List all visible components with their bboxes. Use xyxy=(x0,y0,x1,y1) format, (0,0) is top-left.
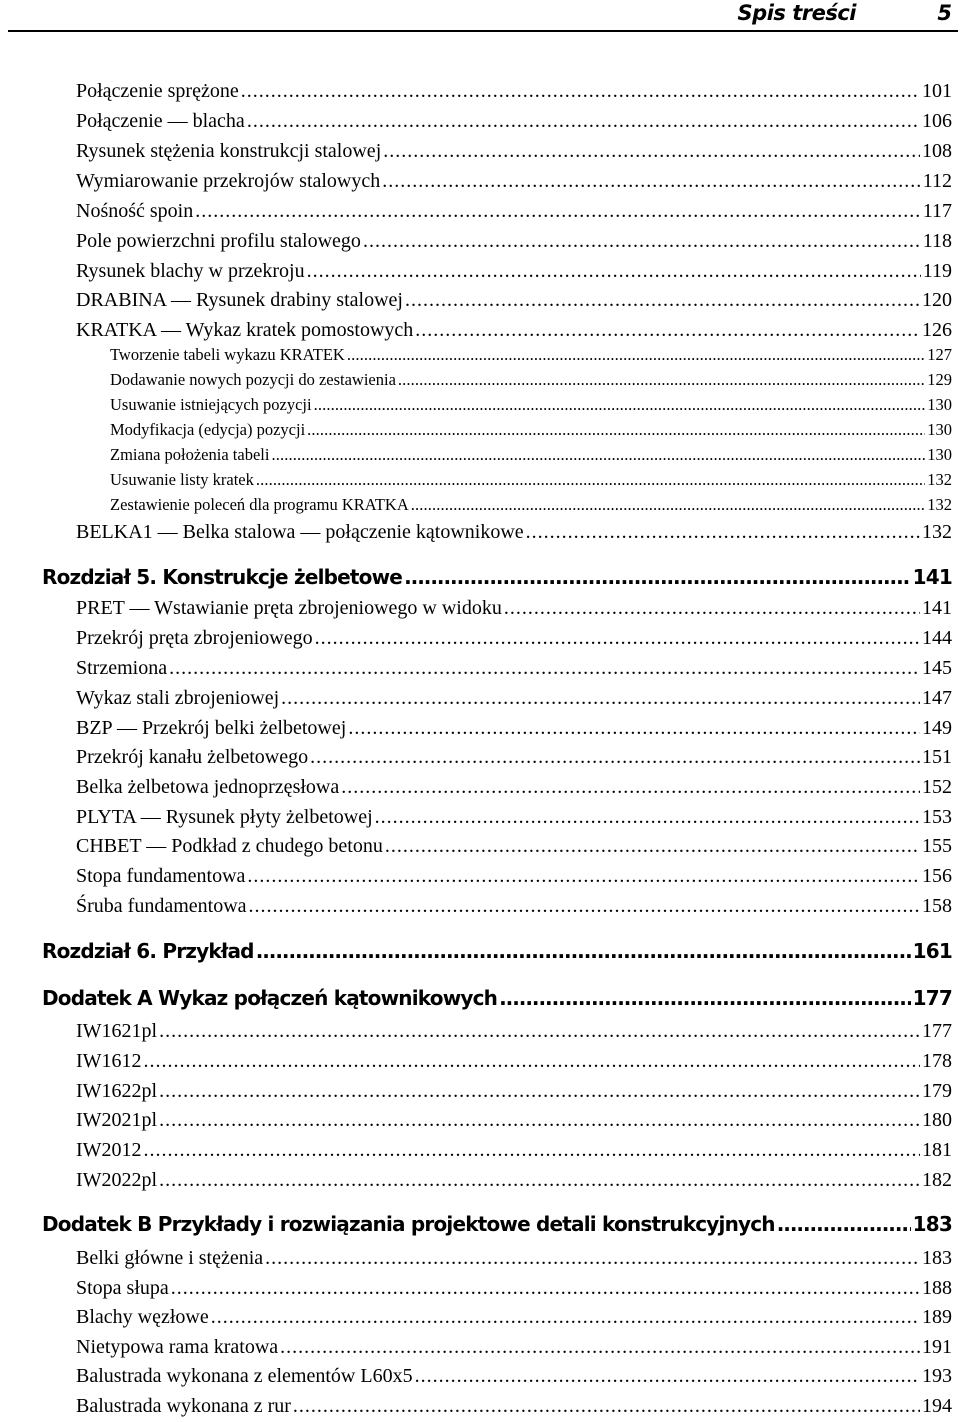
toc-entry-page: 155 xyxy=(922,835,952,857)
toc-entry-page: 158 xyxy=(922,895,952,917)
toc-entry-page: 112 xyxy=(922,170,952,192)
toc-dot-leader xyxy=(341,772,920,802)
toc-dot-leader xyxy=(405,285,920,315)
toc-entry-title: KRATKA — Wykaz kratek pomostowych xyxy=(76,319,414,341)
toc-entry-title: Rozdział 5. Konstrukcje żelbetowe xyxy=(42,565,403,589)
toc-entry-title: Dodawanie nowych pozycji do zestawienia xyxy=(110,370,396,389)
toc-chapter-entry xyxy=(42,934,952,968)
toc-entry-title: Blachy węzłowe xyxy=(76,1306,209,1328)
toc-entry-title: Belka żelbetowa jednoprzęsłowa xyxy=(76,776,340,798)
toc-entry-page: 132 xyxy=(927,470,952,489)
toc-entry-page: 183 xyxy=(912,1212,952,1236)
toc-dot-leader xyxy=(293,1391,920,1421)
toc-dot-leader xyxy=(307,256,921,286)
toc-dot-leader xyxy=(249,891,920,921)
toc-section-entry xyxy=(76,226,952,256)
toc-dot-leader xyxy=(281,683,920,713)
toc-dot-leader xyxy=(315,623,920,653)
toc-entry-title: Usuwanie istniejących pozycji xyxy=(110,395,312,414)
toc-entry-title: Pole powierzchni profilu stalowego xyxy=(76,230,361,252)
toc-dot-leader xyxy=(415,1361,920,1391)
toc-section-entry xyxy=(76,136,952,166)
toc-entry-page: 183 xyxy=(922,1247,952,1269)
toc-section-entry xyxy=(76,1105,952,1135)
toc-dot-leader xyxy=(280,1332,920,1362)
toc-section-entry xyxy=(76,1165,952,1195)
toc-section-entry xyxy=(76,861,952,891)
toc-section-entry xyxy=(76,891,952,921)
toc-entry-title: IW1612 xyxy=(76,1050,142,1072)
toc-entry-page: 152 xyxy=(922,776,952,798)
toc-dot-leader xyxy=(348,713,920,743)
toc-dot-leader xyxy=(159,1016,920,1046)
toc-entry-page: 189 xyxy=(922,1306,952,1328)
toc-entry-page: 141 xyxy=(922,597,952,619)
toc-dot-leader xyxy=(314,393,926,417)
toc-section-entry xyxy=(76,1046,952,1076)
toc-dot-leader xyxy=(159,1076,920,1106)
toc-entry-page: 127 xyxy=(927,345,952,364)
toc-entry-title: Stopa słupa xyxy=(76,1277,169,1299)
toc-entry-page: 156 xyxy=(922,865,952,887)
toc-dot-leader xyxy=(256,468,925,492)
toc-entry-title: Rozdział 6. Przykład xyxy=(42,939,254,963)
toc-entry-page: 153 xyxy=(922,806,952,828)
toc-dot-leader xyxy=(777,1207,911,1241)
toc-dot-leader xyxy=(363,226,921,256)
toc-entry-page: 120 xyxy=(922,289,952,311)
toc-section-entry xyxy=(76,831,952,861)
toc-section-entry xyxy=(76,166,952,196)
toc-entry-page: 106 xyxy=(922,110,952,132)
toc-entry-title: Nośność spoin xyxy=(76,200,194,222)
toc-dot-leader xyxy=(256,934,911,968)
toc-section-entry xyxy=(76,1361,952,1391)
toc-section-entry xyxy=(76,772,952,802)
toc-entry-page: 145 xyxy=(922,657,952,679)
toc-entry-title: Śruba fundamentowa xyxy=(76,895,247,917)
toc-entry-title: IW1622pl xyxy=(76,1080,158,1102)
toc-entry-title: IW2022pl xyxy=(76,1169,158,1191)
toc-entry-page: 180 xyxy=(922,1109,952,1131)
toc-entry-page: 178 xyxy=(922,1050,952,1072)
toc-section-entry xyxy=(76,106,952,136)
toc-dot-leader xyxy=(241,76,920,106)
toc-entry-title: Rysunek stężenia konstrukcji stalowej xyxy=(76,140,382,162)
toc-entry-title: BZP — Przekrój belki żelbetowej xyxy=(76,717,347,739)
toc-entry-title: Balustrada wykonana z rur xyxy=(76,1395,291,1417)
toc-section-entry xyxy=(76,593,952,623)
toc-entry-title: Przekrój pręta zbrojeniowego xyxy=(76,627,313,649)
toc-entry-title: Zestawienie poleceń dla programu KRATKA xyxy=(110,495,409,514)
toc-entry-page: 118 xyxy=(922,230,952,252)
toc-entry-title: Belki główne i stężenia xyxy=(76,1247,264,1269)
toc-entry-page: 132 xyxy=(927,495,952,514)
toc-entry-page: 108 xyxy=(922,140,952,162)
toc-section-entry xyxy=(76,683,952,713)
toc-dot-leader xyxy=(411,493,926,517)
toc-entry-page: 130 xyxy=(927,445,952,464)
toc-section-entry xyxy=(76,1332,952,1362)
toc-dot-leader xyxy=(385,831,920,861)
toc-entry-page: 191 xyxy=(922,1336,952,1358)
toc-entry-title: Przekrój kanału żelbetowego xyxy=(76,746,309,768)
toc-subsection-entry xyxy=(110,418,952,442)
toc-section-entry xyxy=(76,256,952,286)
toc-section-entry xyxy=(76,1243,952,1273)
toc-dot-leader xyxy=(144,1135,920,1165)
toc-entry-page: 129 xyxy=(927,370,952,389)
toc-entry-title: PRET — Wstawianie pręta zbrojeniowego w widoku xyxy=(76,597,502,619)
toc-entry-page: 126 xyxy=(922,319,952,341)
toc-section-entry xyxy=(76,196,952,226)
toc-entry-title: Stopa fundamentowa xyxy=(76,865,246,887)
toc-entry-title: Strzemiona xyxy=(76,657,168,679)
header-title: Spis treści xyxy=(737,1,856,25)
toc-dot-leader xyxy=(382,166,920,196)
toc-entry-title: Połączenie sprężone xyxy=(76,80,239,102)
toc-entry-title: Dodatek A Wykaz połączeń kątownikowych xyxy=(42,986,498,1010)
toc-entry-title: Rysunek blachy w przekroju xyxy=(76,260,305,282)
toc-section-entry xyxy=(76,315,952,345)
toc-entry-title: BELKA1 — Belka stalowa — połączenie kątownikowe xyxy=(76,521,524,543)
toc-dot-leader xyxy=(310,742,920,772)
toc-dot-leader xyxy=(271,443,925,467)
toc-entry-page: 182 xyxy=(922,1169,952,1191)
toc-entry-title: Zmiana położenia tabeli xyxy=(110,445,270,464)
toc-entry-page: 188 xyxy=(922,1277,952,1299)
toc-section-entry xyxy=(76,76,952,106)
toc-entry-page: 117 xyxy=(922,200,952,222)
toc-entry-title: Usuwanie listy kratek xyxy=(110,470,254,489)
toc-entry-page: 161 xyxy=(912,939,952,963)
toc-section-entry xyxy=(76,1076,952,1106)
toc-dot-leader xyxy=(247,861,920,891)
toc-subsection-entry xyxy=(110,468,952,492)
toc-dot-leader xyxy=(211,1302,920,1332)
toc-entry-page: 147 xyxy=(922,687,952,709)
toc-dot-leader xyxy=(383,136,920,166)
toc-dot-leader xyxy=(159,1105,920,1135)
toc-dot-leader xyxy=(169,653,920,683)
toc-dot-leader xyxy=(265,1243,920,1273)
toc-entry-page: 179 xyxy=(922,1080,952,1102)
toc-chapter-entry xyxy=(42,981,952,1015)
toc-chapter-entry xyxy=(42,1207,952,1241)
toc-entry-title: IW2021pl xyxy=(76,1109,158,1131)
toc-section-entry xyxy=(76,653,952,683)
toc-entry-title: Wykaz stali zbrojeniowej xyxy=(76,687,280,709)
toc-entry-page: 151 xyxy=(922,746,952,768)
toc-section-entry xyxy=(76,623,952,653)
toc-entry-title: CHBET — Podkład z chudego betonu xyxy=(76,835,383,857)
toc-entry-page: 130 xyxy=(927,395,952,414)
toc-section-entry xyxy=(76,1016,952,1046)
toc-entry-title: Połączenie — blacha xyxy=(76,110,245,132)
toc-entry-title: Modyfikacja (edycja) pozycji xyxy=(110,420,306,439)
toc-dot-leader xyxy=(195,196,921,226)
toc-entry-title: Nietypowa rama kratowa xyxy=(76,1336,279,1358)
toc-dot-leader xyxy=(398,368,925,392)
toc-dot-leader xyxy=(247,106,920,136)
toc-dot-leader xyxy=(144,1046,920,1076)
toc-dot-leader xyxy=(347,343,925,367)
toc-entry-title: Balustrada wykonana z elementów L60x5 xyxy=(76,1365,413,1387)
toc-dot-leader xyxy=(504,593,920,623)
toc-entry-title: Dodatek B Przykłady i rozwiązania projektowe detali konstrukcyjnych xyxy=(42,1212,775,1236)
header-page-number: 5 xyxy=(937,1,952,25)
toc-dot-leader xyxy=(415,315,920,345)
toc-dot-leader xyxy=(375,802,920,832)
toc-section-entry xyxy=(76,1273,952,1303)
toc-entry-page: 144 xyxy=(922,627,952,649)
toc-section-entry xyxy=(76,713,952,743)
toc-entry-page: 194 xyxy=(922,1395,952,1417)
toc-section-entry xyxy=(76,742,952,772)
toc-entry-page: 149 xyxy=(922,717,952,739)
toc-entry-title: PLYTA — Rysunek płyty żelbetowej xyxy=(76,806,373,828)
toc-section-entry xyxy=(76,1135,952,1165)
toc-entry-page: 132 xyxy=(922,521,952,543)
toc-entry-title: DRABINA — Rysunek drabiny stalowej xyxy=(76,289,403,311)
toc-subsection-entry xyxy=(110,393,952,417)
toc-section-entry xyxy=(76,517,952,547)
toc-entry-page: 177 xyxy=(922,1020,952,1042)
toc-subsection-entry xyxy=(110,493,952,517)
toc-entry-title: IW2012 xyxy=(76,1139,142,1161)
toc-dot-leader xyxy=(171,1273,920,1303)
toc-entry-title: Wymiarowanie przekrojów stalowych xyxy=(76,170,381,192)
toc-entry-page: 177 xyxy=(912,986,952,1010)
toc-entry-page: 141 xyxy=(912,565,952,589)
toc-dot-leader xyxy=(404,560,911,594)
toc-dot-leader xyxy=(307,418,925,442)
toc-subsection-entry xyxy=(110,368,952,392)
toc-entry-page: 101 xyxy=(922,80,952,102)
toc-section-entry xyxy=(76,802,952,832)
toc-entry-page: 181 xyxy=(922,1139,952,1161)
toc-section-entry xyxy=(76,1391,952,1421)
toc-entry-page: 193 xyxy=(922,1365,952,1387)
toc-dot-leader xyxy=(499,981,911,1015)
toc-subsection-entry xyxy=(110,443,952,467)
toc-entry-title: IW1621pl xyxy=(76,1020,158,1042)
toc-subsection-entry xyxy=(110,343,952,367)
toc-entry-title: Tworzenie tabeli wykazu KRATEK xyxy=(110,345,345,364)
toc-dot-leader xyxy=(159,1165,920,1195)
toc-section-entry xyxy=(76,285,952,315)
toc-entry-page: 119 xyxy=(922,260,952,282)
toc-dot-leader xyxy=(526,517,920,547)
toc-chapter-entry xyxy=(42,560,952,594)
toc-section-entry xyxy=(76,1302,952,1332)
toc-entry-page: 130 xyxy=(927,420,952,439)
